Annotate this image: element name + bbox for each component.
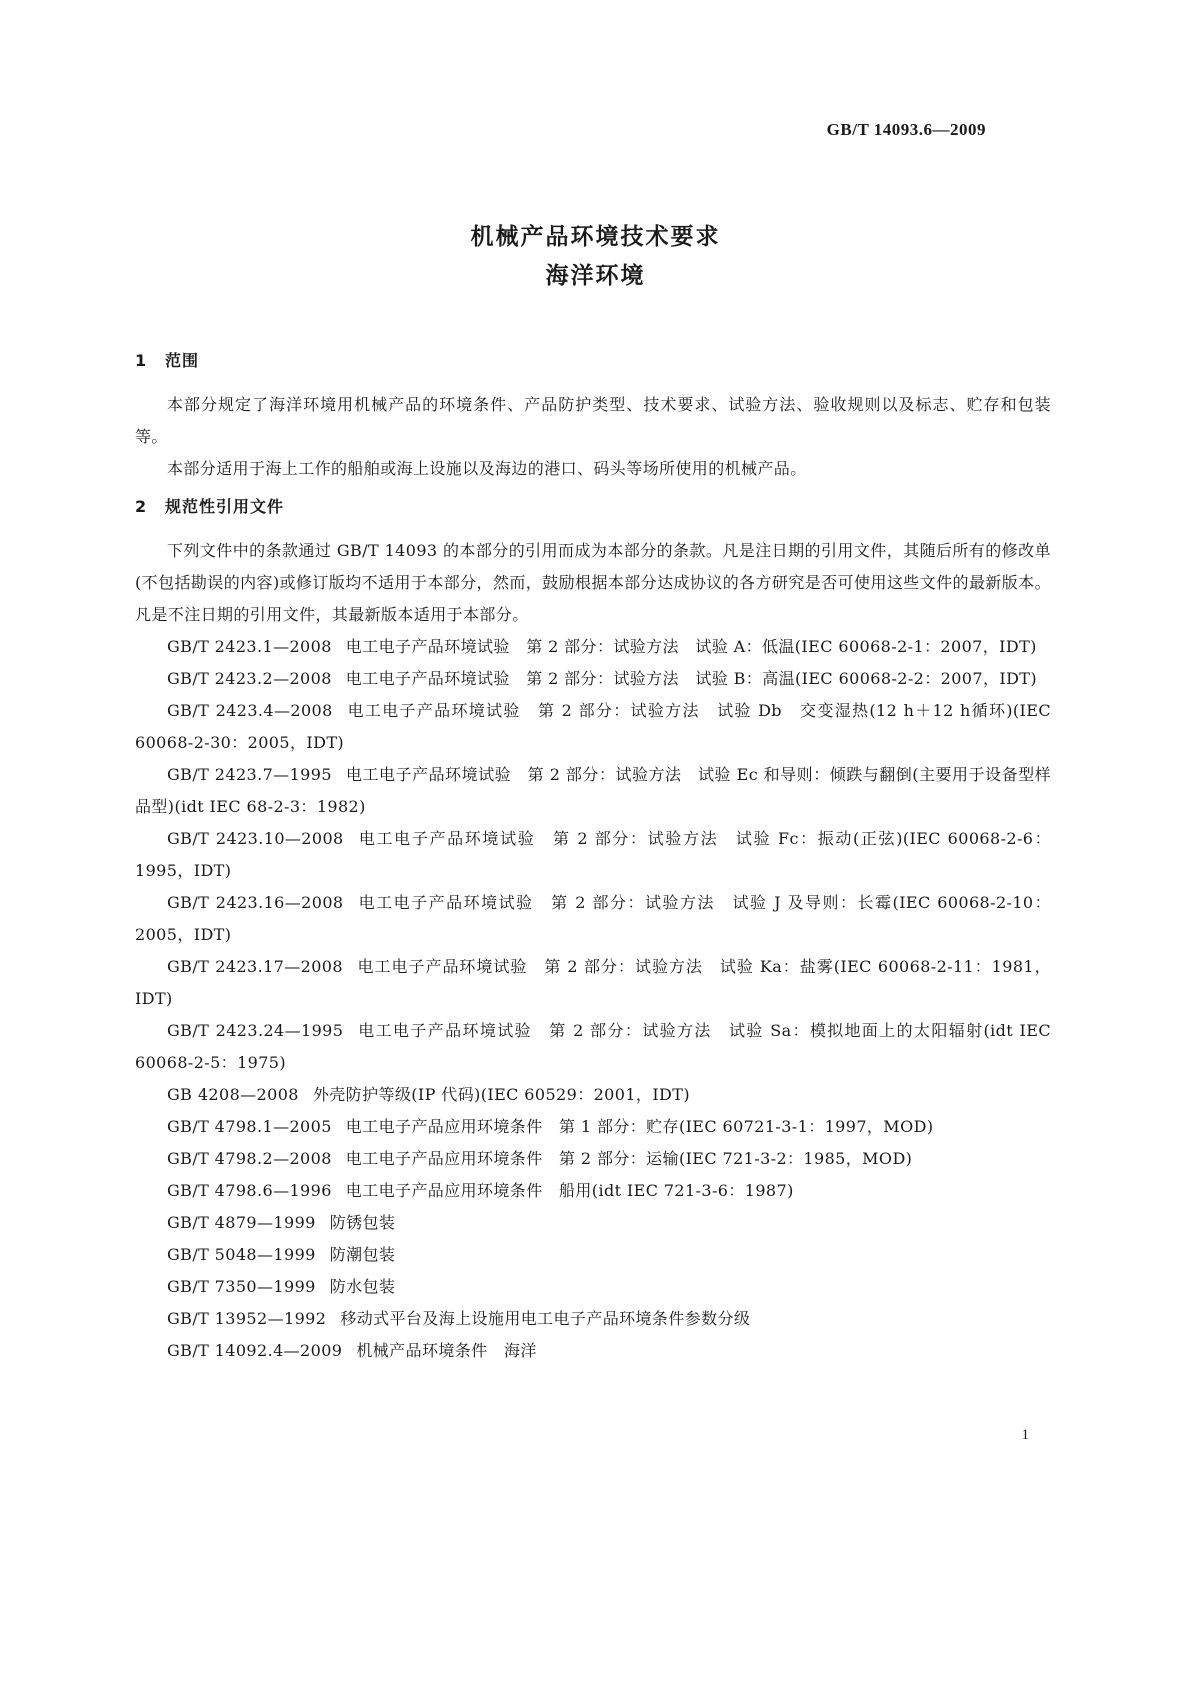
reference-code: GB/T 4798.2—2008 [167, 1149, 332, 1168]
reference-code: GB/T 2423.10—2008 [167, 829, 344, 848]
reference-item [135, 1335, 1051, 1367]
reference-item [135, 1207, 1051, 1239]
page-number: 1 [1021, 1427, 1029, 1443]
reference-code: GB/T 13952—1992 [167, 1309, 327, 1328]
reference-list [135, 631, 1051, 1367]
reference-item [135, 1303, 1051, 1335]
reference-title: 防潮包装 [329, 1245, 396, 1264]
reference-title: 电工电子产品应用环境条件 第 1 部分：贮存(IEC 60721-3-1：1997，MOD) [345, 1117, 934, 1136]
reference-item [135, 631, 1051, 663]
reference-code: GB/T 7350—1999 [167, 1277, 316, 1296]
reference-title: 防锈包装 [329, 1213, 396, 1232]
reference-item [135, 951, 1051, 1015]
reference-title: 电工电子产品环境试验 第 2 部分：试验方法 试验 Ka：盐雾(IEC 60068-2-11：1981，IDT) [135, 957, 1051, 1008]
document-title: 机械产品环境技术要求 [470, 224, 721, 250]
reference-item [135, 1143, 1051, 1175]
section-number: 1 [135, 351, 148, 370]
reference-item [135, 1079, 1051, 1111]
reference-code: GB/T 14092.4—2009 [167, 1341, 343, 1360]
standard-code: GB/T 14093.6—2009 [826, 120, 986, 139]
reference-item [135, 1271, 1051, 1303]
reference-item [135, 1111, 1051, 1143]
reference-title: 电工电子产品环境试验 第 2 部分：试验方法 试验 Ec 和导则：倾跌与翻倒(主要用于设备型样品型)(idt IEC 68-2-3：1982) [135, 765, 1051, 816]
reference-code: GB/T 4798.1—2005 [167, 1117, 332, 1136]
reference-title: 电工电子产品环境试验 第 2 部分：试验方法 试验 Db 交变湿热(12 h＋12 h循环)(IEC 60068-2-30：2005，IDT) [135, 701, 1051, 752]
reference-code: GB 4208—2008 [167, 1085, 299, 1104]
reference-title: 电工电子产品环境试验 第 2 部分：试验方法 试验 Sa：模拟地面上的太阳辐射(idt IEC 60068-2-5：1975) [135, 1021, 1051, 1072]
reference-title: 电工电子产品应用环境条件 船用(idt IEC 721-3-6：1987) [345, 1181, 794, 1200]
reference-title: 电工电子产品环境试验 第 2 部分：试验方法 试验 Fc：振动(正弦)(IEC 60068-2-6：1995，IDT) [135, 829, 1051, 880]
reference-item [135, 823, 1051, 887]
reference-title: 电工电子产品环境试验 第 2 部分：试验方法 试验 J 及导则：长霉(IEC 60068-2-10：2005，IDT) [135, 893, 1051, 944]
reference-item [135, 759, 1051, 823]
section-heading-normative-references [135, 491, 1051, 523]
reference-code: GB/T 2423.4—2008 [167, 701, 333, 720]
section-title: 规范性引用文件 [165, 497, 285, 516]
reference-title: 防水包装 [329, 1277, 396, 1296]
document-subtitle: 海洋环境 [545, 263, 646, 289]
reference-code: GB/T 4879—1999 [167, 1213, 316, 1232]
references-intro-paragraph: 下列文件中的条款通过 GB/T 14093 的本部分的引用而成为本部分的条款。凡是注日期的引用文件，其随后所有的修改单(不包括勘误的内容)或修订版均不适用于本部分，然而，鼓励根据本部分达成协议的各方研究是否可使用这些文件的最新版本。凡是不注日期的引用文件，其最新版本适用于本部分。 [135, 541, 1051, 624]
reference-title: 移动式平台及海上设施用电工电子产品环境条件参数分级 [340, 1309, 751, 1328]
reference-code: GB/T 5048—1999 [167, 1245, 316, 1264]
reference-title: 电工电子产品应用环境条件 第 2 部分：运输(IEC 721-3-2：1985，MOD) [345, 1149, 913, 1168]
reference-title: 机械产品环境条件 海洋 [356, 1341, 537, 1360]
reference-code: GB/T 2423.7—1995 [167, 765, 332, 784]
reference-code: GB/T 4798.6—1996 [167, 1181, 332, 1200]
scope-paragraph: 本部分规定了海洋环境用机械产品的环境条件、产品防护类型、技术要求、试验方法、验收规则以及标志、贮存和包装等。 [135, 395, 1051, 446]
reference-item [135, 1015, 1051, 1079]
reference-item [135, 663, 1051, 695]
reference-item [135, 887, 1051, 951]
reference-code: GB/T 2423.1—2008 [167, 637, 332, 656]
reference-code: GB/T 2423.2—2008 [167, 669, 332, 688]
reference-code: GB/T 2423.17—2008 [167, 957, 343, 976]
section-heading-scope [135, 345, 1051, 377]
reference-title: 外壳防护等级(IP 代码)(IEC 60529：2001，IDT) [312, 1085, 690, 1104]
reference-item [135, 1175, 1051, 1207]
reference-code: GB/T 2423.24—1995 [167, 1021, 344, 1040]
scope-paragraph: 本部分适用于海上工作的船舶或海上设施以及海边的港口、码头等场所使用的机械产品。 [167, 459, 807, 478]
reference-title: 电工电子产品环境试验 第 2 部分：试验方法 试验 B：高温(IEC 60068-2-2：2007，IDT) [345, 669, 1038, 688]
section-number: 2 [135, 497, 148, 516]
document-body [135, 345, 1051, 1367]
reference-item [135, 695, 1051, 759]
reference-title: 电工电子产品环境试验 第 2 部分：试验方法 试验 A：低温(IEC 60068-2-1：2007，IDT) [345, 637, 1037, 656]
reference-item [135, 1239, 1051, 1271]
section-title: 范围 [165, 351, 200, 370]
reference-code: GB/T 2423.16—2008 [167, 893, 344, 912]
